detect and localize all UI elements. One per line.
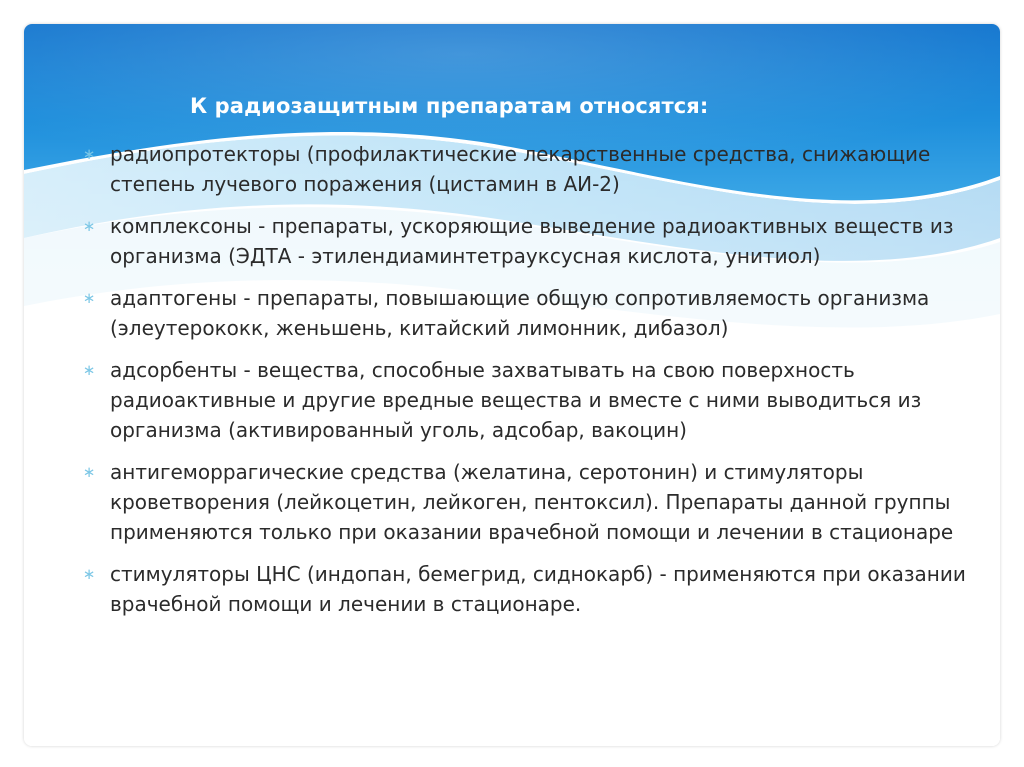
bullet-text: комплексоны - препараты, ускоряющие выведение радиоактивных веществ из организма (ЭДТА - этилендиаминтетрауксусная кислота, унитиол)	[110, 214, 954, 268]
asterisk-bullet-icon: ∗	[82, 361, 96, 379]
asterisk-bullet-icon: ∗	[82, 217, 96, 235]
bullet-text: радиопротекторы (профилактические лекарственные средства, снижающие степень лучевого поражения (цистамин в АИ-2)	[110, 142, 931, 196]
bullet-text: адсорбенты - вещества, способные захватывать на свою поверхность радиоактивные и другие вредные вещества и вместе с ними выводиться из организма (активированный уголь, адсобар, вакоцин)	[110, 358, 922, 442]
slide	[24, 24, 1000, 746]
bullet-item	[52, 355, 982, 445]
bullet-item	[52, 559, 982, 619]
bullet-text: стимуляторы ЦНС (индопан, бемегрид, сиднокарб) - применяются при оказании врачебной помощи и лечении в стационаре.	[110, 562, 966, 616]
asterisk-bullet-icon: ∗	[82, 289, 96, 307]
asterisk-bullet-icon: ∗	[82, 565, 96, 583]
bullet-text: антигеморрагические средства (желатина, серотонин) и стимуляторы кроветворения (лейкоцетин, лейкоген, пентоксил). Препараты данной группы применяются только при оказании врачебной помощи и лечении в стационаре	[110, 460, 954, 544]
asterisk-bullet-icon: ∗	[82, 463, 96, 481]
bullet-item	[52, 283, 982, 343]
bullet-list	[52, 139, 982, 631]
slide-title: К радиозащитным препаратам относятся:	[190, 94, 709, 118]
bullet-item	[52, 139, 982, 199]
bullet-item	[52, 211, 982, 271]
bullet-text: адаптогены - препараты, повышающие общую сопротивляемость организма (элеутерококк, женьшень, китайский лимонник, дибазол)	[110, 286, 930, 340]
asterisk-bullet-icon: ∗	[82, 145, 96, 163]
bullet-item	[52, 457, 982, 547]
